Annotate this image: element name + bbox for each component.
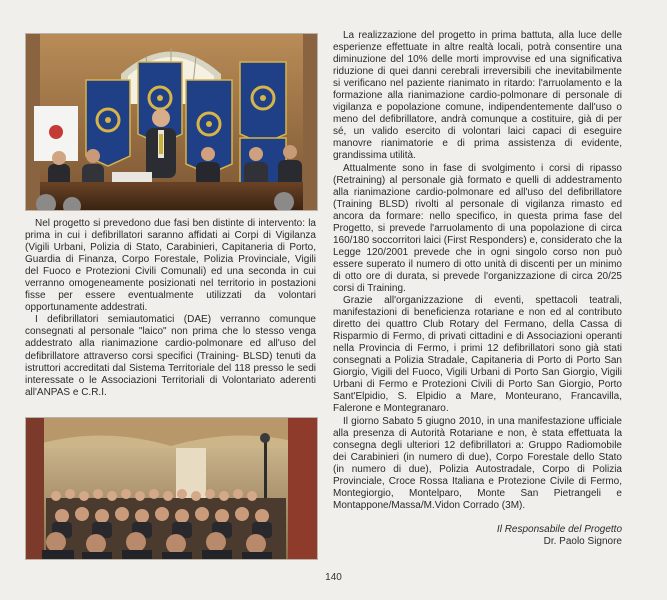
article-paragraph: Attualmente sono in fase di svolgimento i corsi di ripasso (Retraining) al personale già formato e quelli di addestramento alla rianimazione cardio-polmonare ed all'uso del defibrillatore (Training BLSD) rivolti al personale di vigilanza rimasto ed ancora da formare: nello specifico, in questa prima fase del Progetto, si prevede l'arruolamento di una popolazione di circa 160/180 soccorritori laici (First Responders) e, considerato che la Legge 120/2001 prevede che in ogni singolo corso non può essere superato il numero di otto unità di discenti per un minimo di otto ore di durata, si prevede l'organizzazione di circa 20/25 corsi di Training. [333,162,622,294]
article-paragraph: La realizzazione del progetto in prima battuta, alla luce delle esperienze effettuate in altre realtà locali, potrà consentire una diminuzione del 10% delle morti improvvise ed una significativa riduzione di quei danni cerebrali irreversibili che inevitabilmente si verificano nel paziente rianimato in ritardo: l'arruolamento e la formazione alla rianimazione cardio-polmonare di personale di vigilanza e popolazione comune, indipendentemente dall'uso o meno del defibrillatore, andrà comunque a costituire, già di per sé, un valido esercito di volontari laici capaci di eseguire manovre rianimatorie e di prima assistenza di evidente, grandissima utilità. [333,30,622,162]
article-paragraph: Grazie all'organizzazione di eventi, spettacoli teatrali, manifestazioni di beneficienza rotariane e non ed al contributo diretto dei quattro Club Rotary del Fermano, della Cassa di Risparmio di Fermo, di privati cittadini e di Associazioni operanti nella Provincia di Fermo, i primi 12 defibrillatori sono già stati consegnati a Polizia Stradale, Capitaneria di Porto di Porto San Giorgio, Vigili del Fuoco, Vigili Urbani di Porto San Giorgio, Vigili Urbani di Fermo e Protezioni Civili di Porto San Giorgio, Porto Sant'Elpidio, S. Elpidio a Mare, Monteurano, Francavilla, Falerone e Montegranaro. [333,295,622,415]
page-number: 140 [325,572,342,583]
signature-name: Dr. Paolo Signore [543,535,622,547]
ceremony-audience-photo [25,417,318,560]
left-article-column [25,218,316,399]
audience-photo-graphic [26,418,317,559]
article-paragraph: Il giorno Sabato 5 giugno 2010, in una manifestazione ufficiale alla presenza di Autorità Rotariane e non, è stata effettuata la consegna degli ulteriori 12 defibrillatori a: Gruppo Radiomobile dei Carabinieri (in numero di due), Corpo Forestale dello Stato (in numero di due), Polizia Autostradale, Corpo di Polizia Provinciale, Croce Rossa Italiana e Protezione Civile di Fermo, Montegiorgio, Montelparo, Monte San Pietrangeli e Montappone/Massa/M.Vidon Corrado (3M). [333,415,622,511]
conference-photo-graphic [26,34,317,210]
signature-role: Il Responsabile del Progetto [496,523,622,535]
article-paragraph: Nel progetto si prevedono due fasi ben distinte di intervento: la prima in cui i defibrillatori saranno affidati ai Corpi di Vigilanza (Vigili Urbani, Polizia di Stato, Carabinieri, Capitaneria di Porto, Guardia di Finanza, Corpo Forestale, Polizia Provinciale, Vigili del Fuoco e Protezioni Civili Comunali) ed una seconda in cui verranno omogeneamente posizionati nel territorio in postazioni fisse per essere eventualmente utilizzati da volontari opportunamente addestrati. [25,218,316,314]
article-paragraph: I defibrillatori semiautomatici (DAE) verranno comunque consegnati al personale "laico" non prima che lo stesso venga addestrato alla rianimazione cardio-polmonare ed all'uso del defibrillatore attraverso corsi specifici (Training- BLSD) tenuti da istruttori accreditati dal Sistema Territoriale del 118 presso le sedi interessate o le Associazioni Territoriali di Volontariato aderenti all'ANPAS e C.R.I. [25,314,316,398]
rotary-conference-photo [25,33,318,211]
right-article-column [333,30,622,548]
